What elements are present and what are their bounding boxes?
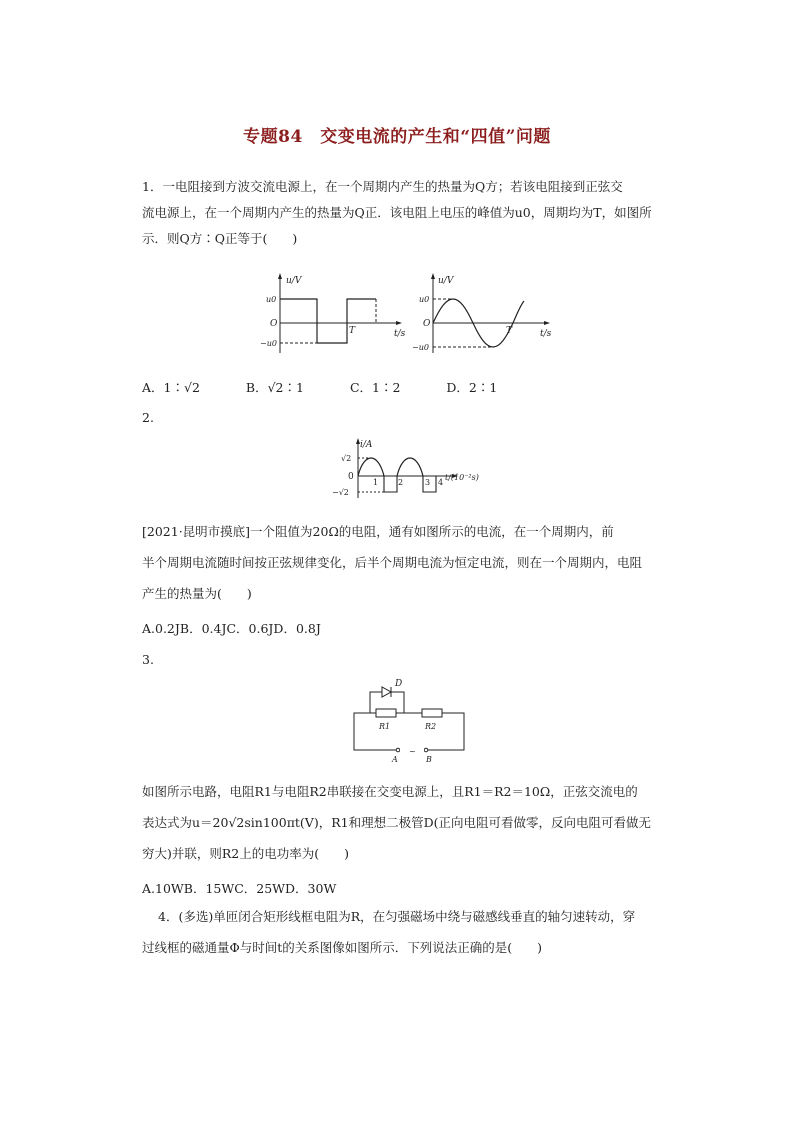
- q3-label-a: A: [392, 755, 398, 764]
- q1-right-pos: u0: [419, 295, 430, 304]
- q2-line-2: 半个周期电流随时间按正弦规律变化，后半个周期电流为恒定电流，则在一个周期内，电阻: [142, 555, 643, 570]
- q1-line-2: 流电源上，在一个周期内产生的热量为Q正．该电阻上电压的峰值为u0，周期均为T，如图所: [142, 205, 652, 220]
- q4-line-2: 过线框的磁通量Φ与时间t的关系图像如图所示．下列说法正确的是( ): [142, 940, 543, 955]
- q2-number: 2.: [142, 410, 154, 425]
- q3-label-r2: R2: [425, 722, 437, 731]
- q1-right-xlabel: t/s: [540, 329, 552, 339]
- q3-figure-circuit: [346, 676, 470, 766]
- q1-line-1: 1．一电阻接到方波交流电源上，在一个周期内产生的热量为Q方；若该电阻接到正弦交: [142, 179, 623, 194]
- q1-figure-square-wave: [260, 270, 410, 358]
- q2-t4: 4: [438, 478, 444, 487]
- q3-line-3: 穷大)并联，则R2上的电功率为( ): [142, 846, 349, 861]
- q3-label-d: D: [395, 679, 403, 689]
- q1-left-pos: u0: [266, 295, 277, 304]
- q1-line-3: 示．则Q方∶Q正等于( ): [142, 231, 298, 246]
- q4-line-1: 4．(多选)单匝闭合矩形线框电阻为R，在匀强磁场中绕与磁感线垂直的轴匀速转动，穿: [158, 909, 636, 924]
- q2-line-1: [2021·昆明市摸底]一个阻值为20Ω的电阻，通有如图所示的电流，在一个周期内，前: [142, 524, 614, 539]
- q2-figure-current: [328, 436, 488, 502]
- q1-options: [142, 378, 539, 396]
- q1-option-a: A．1∶√2: [142, 380, 200, 395]
- q1-option-d: D．2∶1: [446, 380, 498, 395]
- q2-t2: 2: [398, 478, 404, 487]
- q2-t3: 3: [425, 478, 431, 487]
- q1-right-T: T: [506, 326, 513, 336]
- q3-number: 3.: [142, 652, 154, 667]
- q3-line-1: 如图所示电路，电阻R1与电阻R2串联接在交变电源上，且R1＝R2＝10Ω，正弦交流电的: [142, 784, 638, 799]
- q2-options: A.0.2JB．0.4JC．0.6JD．0.8J: [142, 621, 321, 636]
- q2-xlabel: t/(10⁻²s): [445, 473, 479, 482]
- q3-label-r1: R1: [379, 722, 391, 731]
- q1-option-c: C．1∶2: [349, 380, 401, 395]
- q2-neg: −√2: [332, 488, 349, 497]
- q1-left-T: T: [349, 326, 356, 336]
- q2-origin: 0: [348, 472, 354, 482]
- q3-options: A.10WB．15WC．25WD．30W: [142, 881, 337, 896]
- q1-right-neg: −u0: [412, 343, 429, 352]
- q1-left-origin: O: [270, 319, 278, 329]
- q2-ylabel: i/A: [360, 440, 373, 450]
- page-title: 专题84 交变电流的产生和“四值”问题: [243, 127, 551, 147]
- q3-line-2: 表达式为u＝20√2sin100πt(V)，R1和理想二极管D(正向电阻可看做零，反向电阻可看做无: [142, 815, 651, 830]
- q2-line-3: 产生的热量为( ): [142, 586, 252, 601]
- q3-label-b: B: [426, 755, 432, 764]
- q1-left-xlabel: t/s: [394, 329, 406, 339]
- q3-source: ~: [409, 747, 416, 756]
- q2-pos: √2: [341, 454, 352, 463]
- q2-t1: 1: [373, 478, 379, 487]
- q1-figure-sine-wave: [412, 270, 558, 358]
- q1-right-ylabel: u/V: [438, 276, 454, 286]
- q1-left-ylabel: u/V: [286, 276, 302, 286]
- q1-right-origin: O: [423, 319, 431, 329]
- q1-left-neg: −u0: [260, 339, 277, 348]
- q1-option-b: B．√2∶1: [245, 380, 304, 395]
